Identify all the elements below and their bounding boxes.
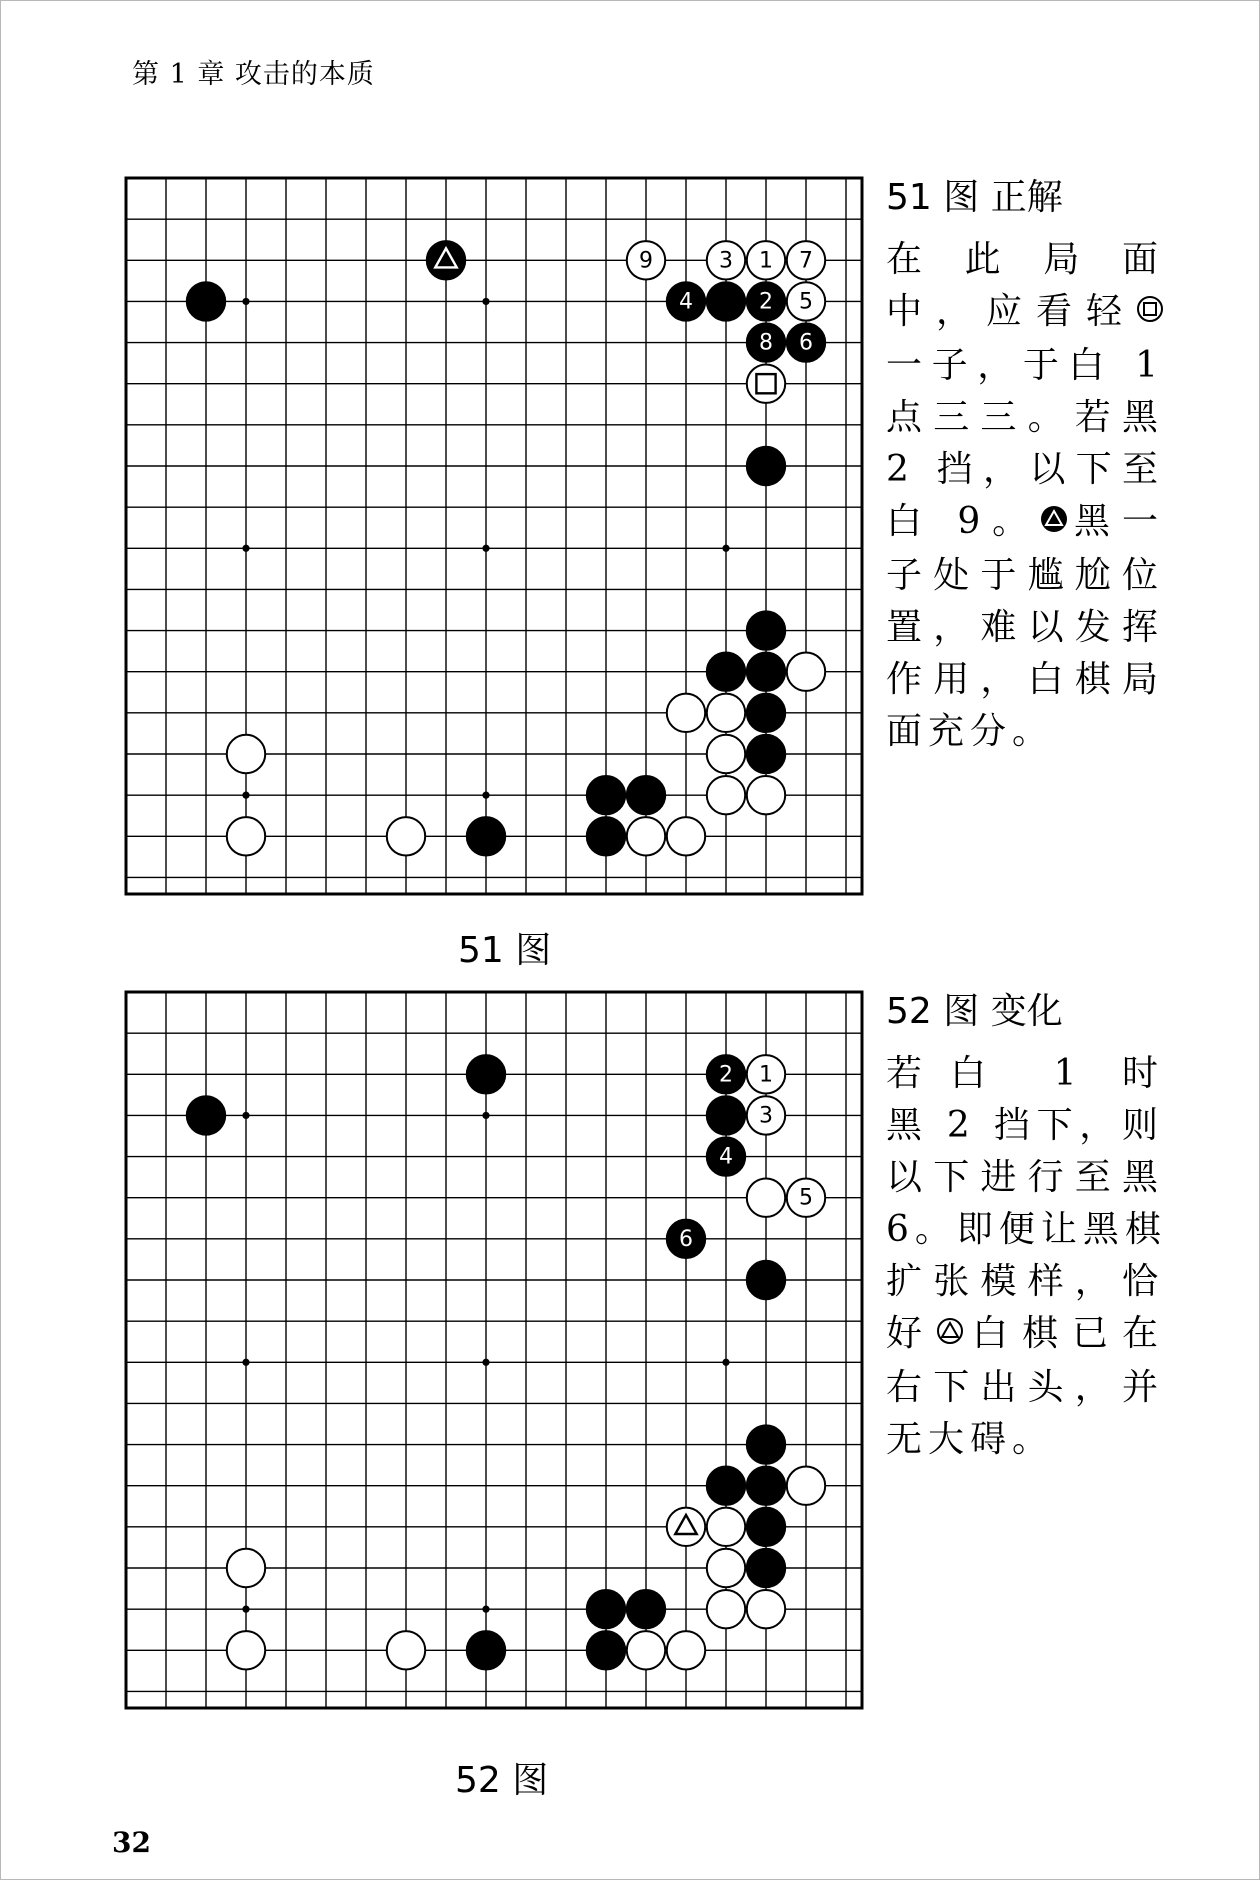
black-stone xyxy=(747,1467,785,1505)
hoshi-point xyxy=(242,1606,249,1613)
stone-body xyxy=(747,1508,785,1546)
black-stone xyxy=(587,817,625,855)
hoshi-point xyxy=(482,298,489,305)
black-stone xyxy=(587,776,625,814)
stone-body xyxy=(187,1096,225,1134)
stone-body xyxy=(707,1508,745,1546)
side-body-52 xyxy=(886,1048,1167,1466)
stone-body xyxy=(747,365,785,403)
white-stone xyxy=(667,1631,705,1669)
black-stone xyxy=(747,1508,785,1546)
stone-body xyxy=(747,1179,785,1217)
side-line: 子处于尴尬位 xyxy=(886,555,1164,596)
stone-body xyxy=(227,1631,265,1669)
side-line: 若白 1 时 xyxy=(886,1053,1164,1094)
stone-body xyxy=(747,1590,785,1628)
stone-body xyxy=(707,653,745,691)
black-stone xyxy=(707,653,745,691)
black-stone xyxy=(427,241,465,279)
black-stone xyxy=(707,1137,745,1175)
stone-number: 7 xyxy=(799,248,813,274)
side-line: 扩张模样，恰 xyxy=(886,1261,1164,1302)
white-stone xyxy=(787,241,825,279)
black-stone xyxy=(707,1467,745,1505)
stone-number: 6 xyxy=(799,330,813,356)
side-line: 在此局面 xyxy=(886,239,1164,280)
side-title-52: 52 图 变化 xyxy=(886,991,1063,1032)
white-stone xyxy=(627,241,665,279)
stone-body xyxy=(747,1549,785,1587)
white-stone xyxy=(787,1467,825,1505)
triangle-stone-icon xyxy=(1040,498,1068,550)
black-stone xyxy=(187,282,225,320)
white-stone xyxy=(387,817,425,855)
black-stone xyxy=(627,776,665,814)
side-line: 点三三。若黑 xyxy=(886,397,1164,438)
side-line: 作用，白棋局 xyxy=(886,659,1164,700)
black-stone xyxy=(587,1590,625,1628)
black-stone xyxy=(627,1590,665,1628)
stone-number: 1 xyxy=(759,1062,773,1088)
white-stone xyxy=(747,241,785,279)
black-stone xyxy=(467,1055,505,1093)
hoshi-point xyxy=(242,1112,249,1119)
chapter-header: 第 1 章 攻击的本质 xyxy=(132,59,375,90)
white-stone xyxy=(227,1549,265,1587)
stone-body xyxy=(707,694,745,732)
stone-body xyxy=(587,817,625,855)
black-stone xyxy=(707,1096,745,1134)
white-stone xyxy=(707,694,745,732)
black-stone xyxy=(747,653,785,691)
hoshi-point xyxy=(242,545,249,552)
white-stone xyxy=(707,1549,745,1587)
stone-number: 4 xyxy=(719,1144,733,1170)
side-line: 无大碍。 xyxy=(886,1419,1055,1460)
white-stone xyxy=(387,1631,425,1669)
page-number: 32 xyxy=(112,1826,151,1859)
black-stone xyxy=(747,1549,785,1587)
hoshi-point xyxy=(242,792,249,799)
stone-body xyxy=(707,1549,745,1587)
diagram-caption-52: 52 图 xyxy=(455,1760,549,1801)
hoshi-point xyxy=(722,545,729,552)
stone-body xyxy=(707,776,745,814)
side-line: 置，难以发挥 xyxy=(886,607,1164,648)
black-stone xyxy=(747,1425,785,1463)
stone-body xyxy=(187,282,225,320)
black-stone xyxy=(667,1220,705,1258)
stone-number: 5 xyxy=(799,289,813,315)
side-text-52 xyxy=(886,986,1167,1466)
stone-body xyxy=(627,817,665,855)
white-stone xyxy=(227,817,265,855)
triangle-stone-icon xyxy=(936,1310,964,1362)
stone-body xyxy=(707,282,745,320)
stone-body xyxy=(387,817,425,855)
white-stone xyxy=(667,817,705,855)
stone-body xyxy=(587,776,625,814)
side-line: 黑 2 挡下，则 xyxy=(886,1105,1164,1146)
side-line: 面充分。 xyxy=(886,711,1055,752)
stone-number: 2 xyxy=(719,1062,733,1088)
black-stone xyxy=(787,323,825,361)
stone-number: 5 xyxy=(799,1185,813,1211)
white-stone xyxy=(787,653,825,691)
stone-body xyxy=(227,735,265,773)
stone-body xyxy=(227,1549,265,1587)
hoshi-point xyxy=(482,1112,489,1119)
side-line: 右下出头，并 xyxy=(886,1367,1164,1408)
stone-body xyxy=(707,735,745,773)
black-stone xyxy=(747,1261,785,1299)
stone-body xyxy=(787,653,825,691)
white-stone xyxy=(667,1508,705,1546)
diagram-caption-51: 51 图 xyxy=(458,930,552,971)
side-line: 一子，于白 1 xyxy=(886,345,1164,386)
stone-number: 3 xyxy=(719,248,733,274)
white-stone xyxy=(227,735,265,773)
stone-body xyxy=(387,1631,425,1669)
hoshi-point xyxy=(722,1359,729,1366)
stone-body xyxy=(627,1631,665,1669)
black-stone xyxy=(747,735,785,773)
white-stone xyxy=(627,1631,665,1669)
white-stone xyxy=(747,1096,785,1134)
stone-body xyxy=(747,735,785,773)
white-stone xyxy=(667,694,705,732)
black-stone xyxy=(187,1096,225,1134)
stone-body xyxy=(467,1055,505,1093)
hoshi-point xyxy=(482,1359,489,1366)
white-stone xyxy=(227,1631,265,1669)
white-stone xyxy=(747,1179,785,1217)
black-stone xyxy=(707,282,745,320)
hoshi-point xyxy=(242,298,249,305)
stone-body xyxy=(587,1590,625,1628)
white-stone xyxy=(747,776,785,814)
hoshi-point xyxy=(482,1606,489,1613)
stone-body xyxy=(667,817,705,855)
white-stone xyxy=(787,282,825,320)
black-stone xyxy=(467,817,505,855)
stone-number: 6 xyxy=(679,1226,693,1252)
side-line: 6。即便让黑棋 xyxy=(886,1209,1167,1250)
hoshi-point xyxy=(242,1359,249,1366)
stone-body xyxy=(707,1096,745,1134)
stone-number: 3 xyxy=(759,1103,773,1129)
white-stone xyxy=(747,1055,785,1093)
hoshi-point xyxy=(482,545,489,552)
stone-body xyxy=(707,1590,745,1628)
side-line: 白 9。 黑一 xyxy=(886,496,1164,550)
black-stone xyxy=(747,611,785,649)
stone-body xyxy=(467,1631,505,1669)
stone-number: 8 xyxy=(759,330,773,356)
black-stone xyxy=(707,1055,745,1093)
side-line: 好 白棋已在 xyxy=(886,1308,1164,1362)
stone-body xyxy=(587,1631,625,1669)
black-stone xyxy=(747,323,785,361)
stone-body xyxy=(627,1590,665,1628)
stone-number: 4 xyxy=(679,289,693,315)
go-board-51 xyxy=(124,176,864,896)
white-stone xyxy=(747,1590,785,1628)
white-stone xyxy=(707,1508,745,1546)
stone-body xyxy=(747,776,785,814)
go-board-52 xyxy=(124,990,864,1710)
white-stone xyxy=(707,1590,745,1628)
black-stone xyxy=(467,1631,505,1669)
stone-body xyxy=(747,447,785,485)
stone-body xyxy=(747,1425,785,1463)
stone-body xyxy=(667,694,705,732)
white-stone xyxy=(747,365,785,403)
side-body-51 xyxy=(886,234,1164,758)
stone-number: 2 xyxy=(759,289,773,315)
stone-number: 1 xyxy=(759,248,773,274)
stone-body xyxy=(747,1467,785,1505)
black-stone xyxy=(747,694,785,732)
white-stone xyxy=(707,241,745,279)
side-line: 以下进行至黑 xyxy=(886,1157,1164,1198)
black-stone xyxy=(747,282,785,320)
square-stone-icon xyxy=(1136,288,1164,340)
stone-body xyxy=(747,611,785,649)
hoshi-point xyxy=(482,792,489,799)
stone-body xyxy=(787,1467,825,1505)
stone-body xyxy=(747,653,785,691)
stone-number: 9 xyxy=(639,248,653,274)
black-stone xyxy=(667,282,705,320)
side-text-51 xyxy=(886,172,1164,758)
white-stone xyxy=(627,817,665,855)
white-stone xyxy=(707,776,745,814)
stone-body xyxy=(747,1261,785,1299)
white-stone xyxy=(707,735,745,773)
stone-body xyxy=(467,817,505,855)
black-stone xyxy=(587,1631,625,1669)
side-title-51: 51 图 正解 xyxy=(886,177,1063,218)
side-line: 中，应看轻 xyxy=(886,286,1164,340)
stone-body xyxy=(227,817,265,855)
stone-body xyxy=(707,1467,745,1505)
black-stone xyxy=(747,447,785,485)
stone-body xyxy=(747,694,785,732)
side-line: 2 挡，以下至 xyxy=(886,449,1164,490)
white-stone xyxy=(787,1179,825,1217)
stone-body xyxy=(627,776,665,814)
stone-body xyxy=(667,1631,705,1669)
